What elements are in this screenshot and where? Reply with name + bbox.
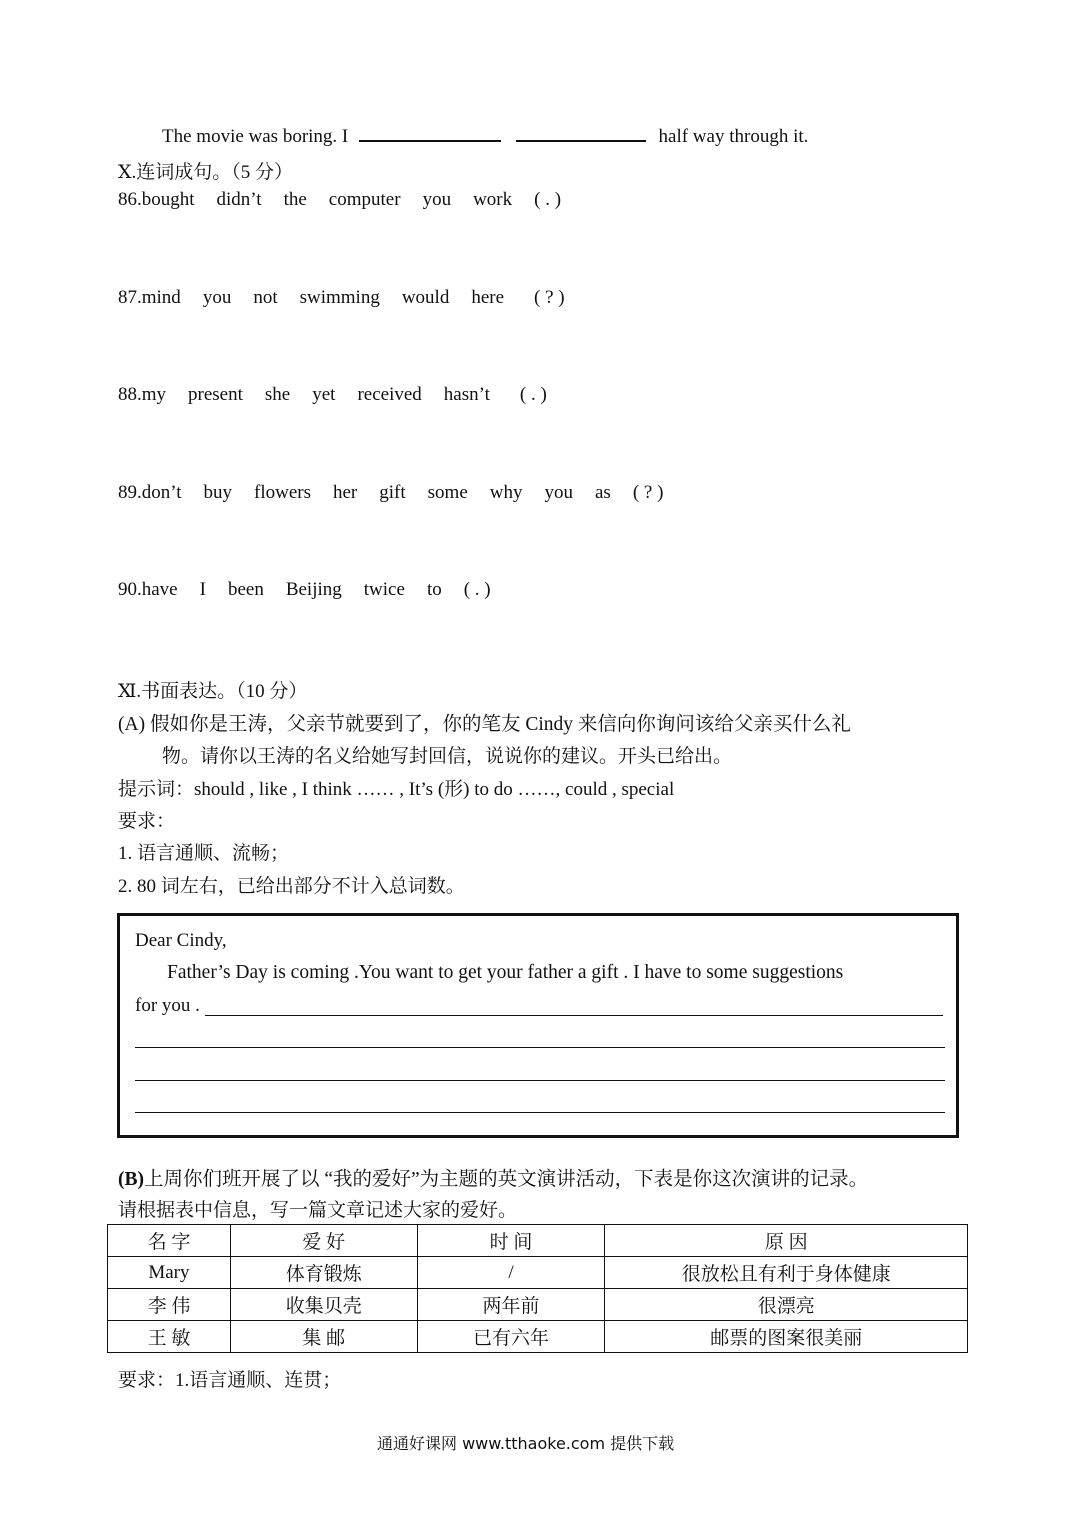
letter-greeting: Dear Cindy, [135, 930, 227, 951]
question-87: 87.mind you not swimming would here ( ? ) [118, 287, 565, 308]
part-b-label: (B) [118, 1169, 144, 1190]
header-hobby: 爱 好 [230, 1225, 417, 1257]
question-number: 89. [118, 482, 142, 503]
question-89: 89.don’t buy flowers her gift some why you as ( ? ) [118, 482, 664, 503]
requirement-2: 2. 80 词左右，已给出部分不计入总词数。 [118, 876, 465, 897]
part-b-line-2: 请根据表中信息，写一篇文章记述大家的爱好。 [118, 1200, 518, 1221]
question-90: 90.have I been Beijing twice to ( . ) [118, 579, 491, 600]
answer-blank-2[interactable] [516, 124, 646, 142]
writing-line[interactable] [135, 1112, 945, 1113]
part-b-requirement: 要求：1.语言通顺、连贯； [118, 1370, 342, 1391]
question-88: 88.my present she yet received hasn’t ( . ) [118, 384, 547, 405]
movie-sentence-after: half way through it. [658, 126, 809, 147]
letter-continuation: for you . [135, 995, 200, 1016]
question-86: 86.bought didn’t the computer you work ( . ) [118, 189, 562, 210]
table-row: 王 敏 集 邮 已有六年 邮票的图案很美丽 [108, 1321, 968, 1353]
part-b-line-1: (B)上周你们班开展了以 “我的爱好”为主题的英文演讲活动，下表是你这次演讲的记录。 [118, 1169, 869, 1190]
answer-blank-1[interactable] [359, 124, 501, 142]
writing-line[interactable] [205, 1015, 943, 1016]
hint-words: 提示词：should , like , I think …… , It’s (形) to do ……, could , special [118, 779, 675, 800]
question-number: 90. [118, 579, 142, 600]
requirement-1: 1. 语言通顺、流畅； [118, 843, 290, 864]
question-number: 88. [118, 384, 142, 405]
part-a-line-2: 物。请你以王涛的名义给她写封回信，说说你的建议。开头已给出。 [162, 746, 733, 767]
section-x-heading: Ⅹ.连词成句。（5 分） [118, 162, 294, 183]
table-header-row [108, 1225, 968, 1257]
header-reason: 原 因 [605, 1225, 968, 1257]
writing-line[interactable] [135, 1047, 945, 1048]
header-time: 时 间 [417, 1225, 605, 1257]
movie-sentence-before: The movie was boring. I [162, 126, 349, 147]
part-a-line-1: (A) 假如你是王涛，父亲节就要到了，你的笔友 Cindy 来信向你询问该给父亲买什么礼 [118, 714, 851, 735]
section-xi-heading: Ⅺ.书面表达。（10 分） [118, 681, 308, 702]
table-row: 李 伟 收集贝壳 两年前 很漂亮 [108, 1289, 968, 1321]
letter-body: Father’s Day is coming .You want to get your father a gift . I have to some suggestions [167, 962, 844, 983]
movie-sentence [162, 124, 808, 148]
table-row: Mary 体育锻炼 / 很放松且有利于身体健康 [108, 1257, 968, 1289]
requirements-label: 要求： [118, 811, 176, 832]
hobby-table [107, 1224, 968, 1353]
question-number: 87. [118, 287, 142, 308]
header-name: 名 字 [108, 1225, 231, 1257]
letter-box [117, 913, 959, 1138]
page-footer: 通通好课网 www.tthaoke.com 提供下载 [377, 1434, 675, 1453]
question-number: 86. [118, 189, 142, 210]
writing-line[interactable] [135, 1080, 945, 1081]
